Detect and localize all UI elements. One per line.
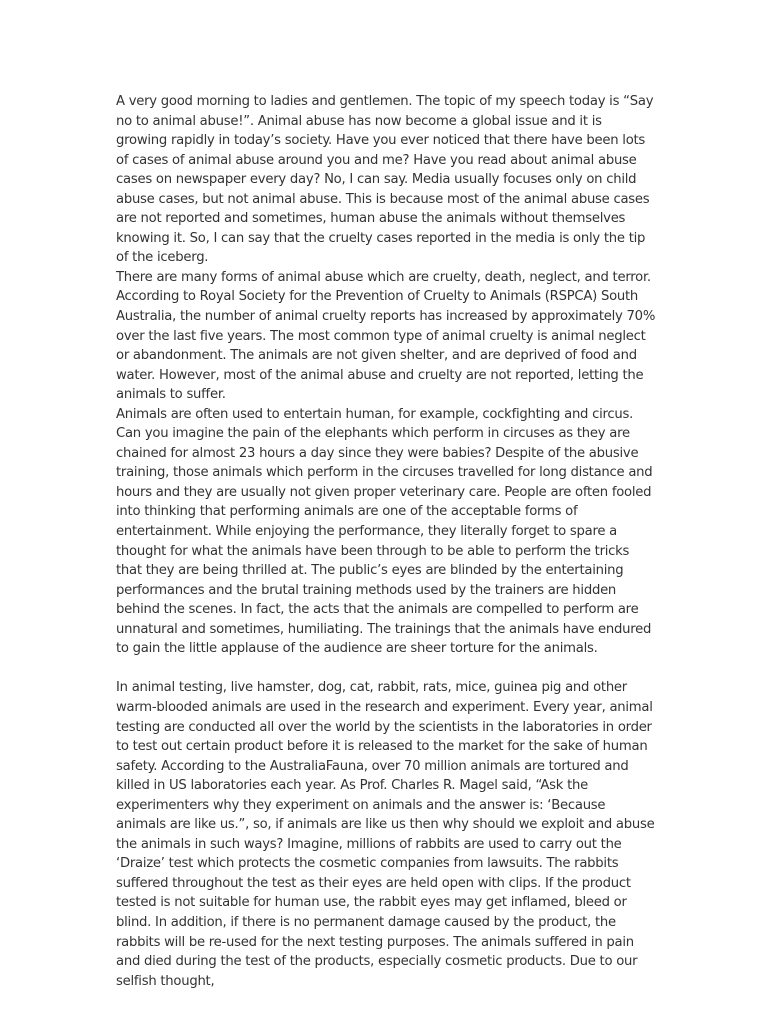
- paragraph-entertainment: Animals are often used to entertain human, for example, cockfighting and circus. Can you imagine the pain of the elephants which perform in circuses as they are chained for almost 23 hours a day since they were babies? Despite of the abusive training, those animals which perform in the circuses travelled for long distance and hours and they are usually not given proper veterinary care. People are often fooled into thinking that performing animals are one of the acceptable forms of entertainment. While enjoying the performance, they literally forget to spare a thought for what the animals have been through to be able to perform the tricks that they are being thrilled at. The public’s eyes are blinded by the entertaining performances and the brutal training methods used by the trainers are hidden behind the scenes. In fact, the acts that the animals are compelled to perform are unnatural and sometimes, humiliating. The trainings that the animals have endured to gain the little applause of the audience are sheer torture for the animals.: [116, 406, 653, 657]
- speech-text: [116, 92, 656, 991]
- paragraph-animal-testing: In animal testing, live hamster, dog, cat, rabbit, rats, mice, guinea pig and other warm-blooded animals are used in the research and experiment. Every year, animal testing are conducted all over the world by the scientists in the laboratories in order to test out certain product before it is released to the market for the sake of human safety. According to the AustraliaFauna, over 70 million animals are tortured and killed in US laboratories each year. As Prof. Charles R. Magel said, “Ask the experimenters why they experiment on animals and the answer is: ‘Because animals are like us.”, so, if animals are like us then why should we exploit and abuse the animals in such ways? Imagine, millions of rabbits are used to carry out the ‘Draize’ test which protects the cosmetic companies from lawsuits. The rabbits suffered throughout the test as their eyes are held open with clips. If the product tested is not suitable for human use, the rabbit eyes may get inflamed, bleed or blind. In addition, if there is no permanent damage caused by the product, the rabbits will be re-used for the next testing purposes. The animals suffered in pain and died during the test of the products, especially cosmetic products. Due to our selfish thought,: [116, 680, 655, 989]
- paragraph-forms-of-abuse: There are many forms of animal abuse which are cruelty, death, neglect, and terror. According to Royal Society for the Prevention of Cruelty to Animals (RSPCA) South Australia, the number of animal cruelty reports has increased by approximately 70% over the last five years. The most common type of animal cruelty is animal neglect or abandonment. The animals are not given shelter, and are deprived of food and water. However, most of the animal abuse and cruelty are not reported, letting the animals to suffer.: [116, 269, 656, 403]
- paragraph-introduction: A very good morning to ladies and gentlemen. The topic of my speech today is “Say no to animal abuse!”. Animal abuse has now become a global issue and it is growing rapidly in today’s society. Have you ever noticed that there have been lots of cases of animal abuse around you and me? Have you read about animal abuse cases on newspaper every day? No, I can say. Media usually focuses only on child abuse cases, but not animal abuse. This is because most of the animal abuse cases are not reported and sometimes, human abuse the animals without themselves knowing it. So, I can say that the cruelty cases reported in the media is only the tip of the iceberg.: [116, 94, 654, 266]
